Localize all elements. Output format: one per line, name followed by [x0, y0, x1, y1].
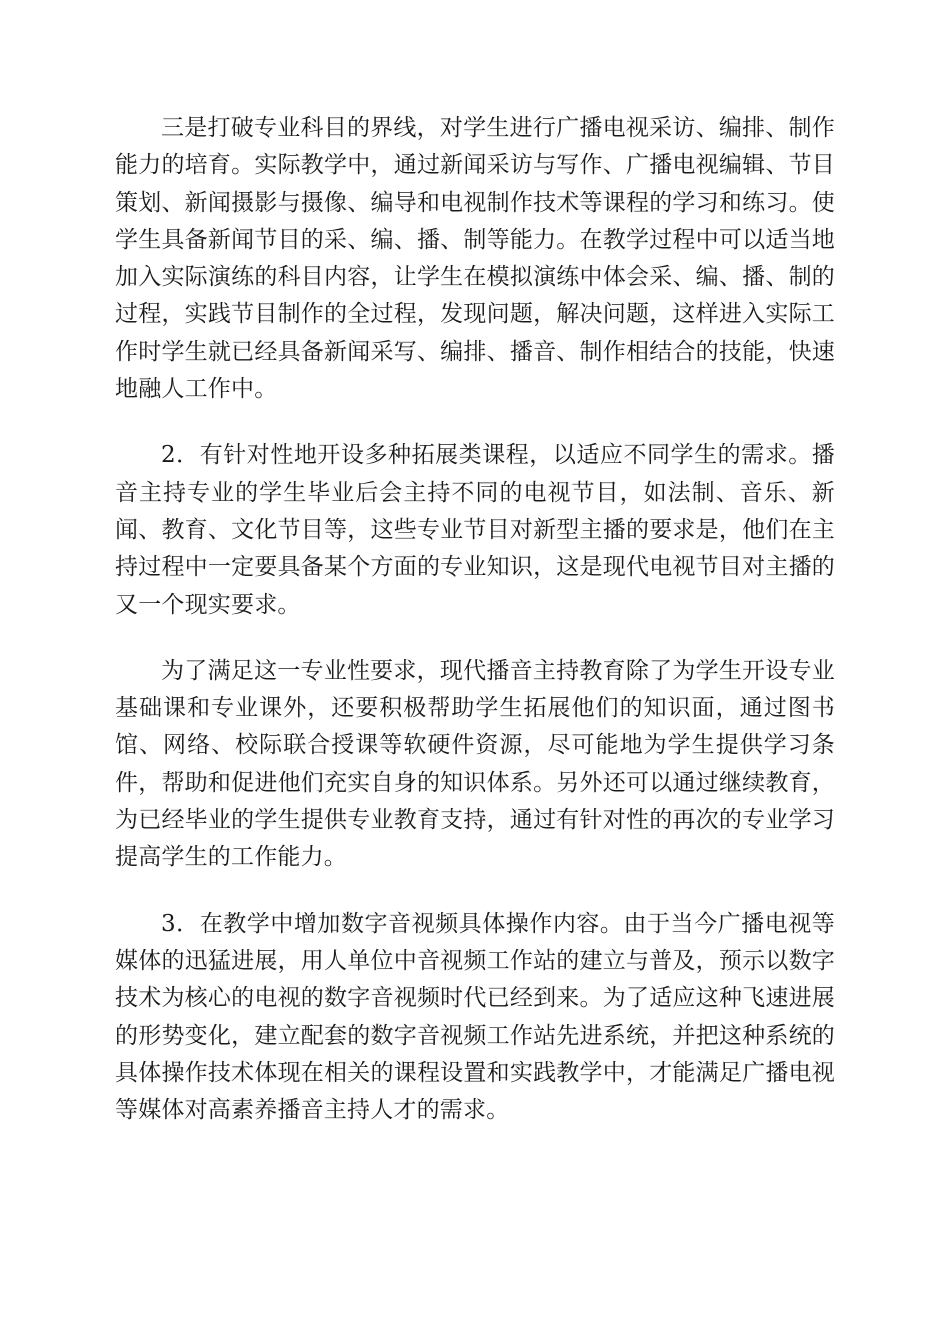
paragraph-integrated-skills: 三是打破专业科目的界线，对学生进行广播电视采访、编排、制作能力的培育。实际教学中，通过新闻采访与写作、广播电视编辑、节目策划、新闻摄影与摄像、编导和电视制作技术等课程的学习和练习。使学生具备新闻节目的采、编、播、制等能力。在教学过程中可以适当地加入实际演练的科目内容，让学生在模拟演练中体会采、编、播、制的过程，实践节目制作的全过程，发现问题，解决问题，这样进入实际工作时学生就已经具备新闻采写、编排、播音、制作相结合的技能，快速地融人工作中。 — [115, 115, 835, 403]
paragraph-digital-av: 3．在教学中增加数字音视频具体操作内容。由于当今广播电视等媒体的迅猛进展，用人单位中音视频工作站的建立与普及，预示以数字技术为核心的电视的数字音视频时代已经到来。为了适应这种飞速进展的形势变化，建立配套的数字音视频工作站先进系统，并把这种系统的具体操作技术体现在相关的课程设置和实践教学中，才能满足广播电视等媒体对高素养播音主持人才的需求。 — [115, 910, 835, 1124]
paragraph-knowledge-expansion: 为了满足这一专业性要求，现代播音主持教育除了为学生开设专业基础课和专业课外，还要积极帮助学生拓展他们的知识面，通过图书馆、网络、校际联合授课等软硬件资源，尽可能地为学生提供学习条件，帮助和促进他们充实自身的知识体系。另外还可以通过继续教育，为已经毕业的学生提供专业教育支持，通过有针对性的再次的专业学习提高学生的工作能力。 — [115, 657, 835, 871]
paragraph-extension-courses: 2．有针对性地开设多种拓展类课程，以适应不同学生的需求。播音主持专业的学生毕业后会主持不同的电视节目，如法制、音乐、新闻、教育、文化节目等，这些专业节目对新型主播的要求是，他们在主持过程中一定要具备某个方面的专业知识，这是现代电视节目对主播的又一个现实要求。 — [115, 442, 835, 618]
document-body — [115, 110, 835, 1129]
